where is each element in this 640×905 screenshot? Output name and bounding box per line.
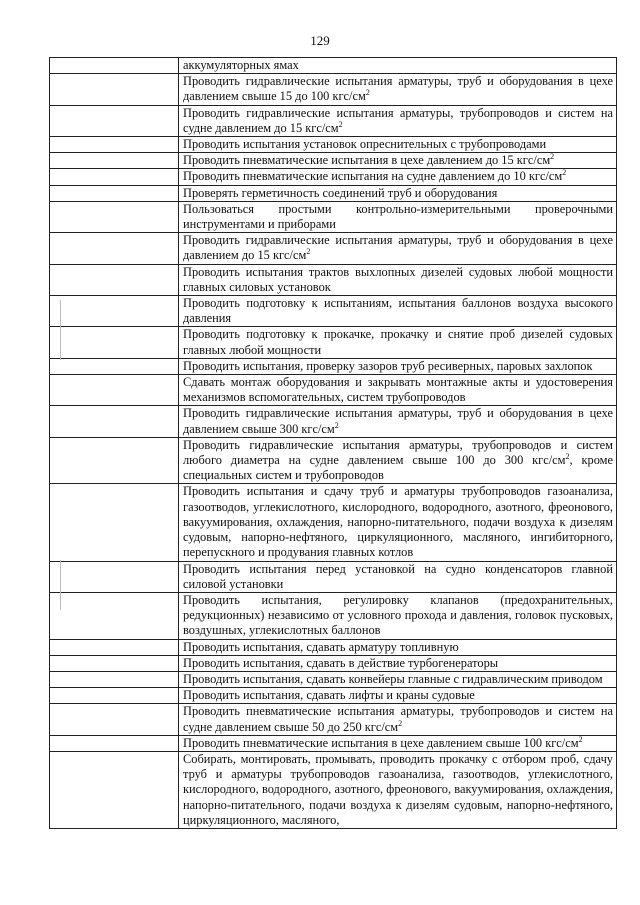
table-row [50,264,617,295]
skill-cell [179,358,617,374]
skill-text: Проводить испытания трактов выхлопных дизелей судовых любой мощности главных силовых установок [183,264,613,294]
empty-left-cell [50,153,179,169]
unit-superscript: 2 [565,451,570,461]
table-row [50,137,617,153]
empty-left-cell [50,58,179,74]
skill-cell [179,74,617,105]
skill-text-block [183,106,613,136]
skill-cell [179,655,617,671]
skill-cell [179,484,617,561]
skill-text: Проводить испытания, сдавать лифты и краны судовые [183,688,475,703]
table-row [50,153,617,169]
skill-text-block [183,438,613,484]
skills-table-body [50,58,617,829]
skill-cell [179,201,617,232]
skill-cell [179,296,617,327]
skill-text: Проводить гидравлические испытания арматуры, труб и оборудования в цехе давлением свыше 15 до 100 кгс/см [183,74,613,104]
skill-text: Проводить испытания установок опреснительных с трубопроводами [183,137,547,152]
skill-text-block [183,265,613,295]
empty-left-cell [50,358,179,374]
table-row [50,233,617,264]
table-row [50,296,617,327]
skill-text: Проводить гидравлические испытания арматуры, трубопроводов и систем любого диаметра на судне давлением свыше 100 до 300 кгс/см [183,437,613,468]
skill-cell [179,137,617,153]
skill-text-block [183,359,613,374]
skill-cell [179,169,617,185]
skill-cell [179,105,617,136]
skill-cell [179,592,617,639]
empty-left-cell [50,704,179,735]
empty-left-cell [50,264,179,295]
unit-superscript: 2 [334,420,339,430]
table-row [50,561,617,592]
skill-text: Проводить испытания и сдачу труб и арматуры трубопроводов газоанализа, газоотводов, углекислотного, кислородного, водородного, азотного, фреонового, вакуумирования, охлаждения, напорно-питательного, подачи воздуха к дизелям судовым, напорно-нефтяного, циркуляционного, масляного, ингибиторного, перепускного и продувания главных котлов [183,484,613,560]
skill-text: Проверять герметичность соединений труб и оборудования [183,185,498,200]
skill-cell [179,153,617,169]
skill-text-block [183,672,613,687]
skill-cell [179,704,617,735]
empty-left-cell [50,296,179,327]
table-row [50,406,617,437]
skill-text: Проводить испытания, сдавать арматуру топливную [183,639,459,654]
skill-cell [179,437,617,484]
skill-text: Проводить гидравлические испытания арматуры, трубопроводов и систем на судне давлением до 15 кгс/см [183,105,613,135]
table-row [50,688,617,704]
skill-cell [179,735,617,751]
empty-left-cell [50,105,179,136]
skill-text: Проводить подготовку к прокачке, прокачку и снятие проб дизелей судовых главных любой мощности [183,327,613,357]
skill-text-block [183,593,613,639]
skill-cell [179,233,617,264]
unit-superscript: 2 [562,168,567,178]
empty-left-cell [50,592,179,639]
skill-text: Проводить пневматические испытания в цехе давлением до 15 кгс/см [183,153,551,168]
skill-text-block [183,186,613,201]
skill-cell [179,185,617,201]
table-row [50,751,617,828]
empty-left-cell [50,437,179,484]
skill-text-block [183,375,613,405]
skill-cell [179,639,617,655]
table-row [50,327,617,358]
table-row [50,375,617,406]
empty-left-cell [50,74,179,105]
skill-text-block [183,704,613,734]
skill-text: Проводить испытания, сдавать в действие турбогенераторы [183,655,499,670]
empty-left-cell [50,671,179,687]
skill-cell [179,375,617,406]
empty-left-cell [50,735,179,751]
scan-fold-mark [60,300,61,360]
skill-text-block [183,137,613,152]
table-row [50,201,617,232]
skill-text: Проводить испытания, сдавать конвейеры главные с гидравлическим приводом [183,671,603,686]
skill-text: Проводить испытания, проверку зазоров труб ресиверных, паровых захлопок [183,358,593,373]
empty-left-cell [50,484,179,561]
skill-cell [179,751,617,828]
skill-cell [179,406,617,437]
table-row [50,437,617,484]
empty-left-cell [50,375,179,406]
empty-left-cell [50,233,179,264]
skill-text-block [183,233,613,263]
empty-left-cell [50,561,179,592]
empty-left-cell [50,327,179,358]
unit-superscript: 2 [365,88,370,98]
skill-text: Проводить пневматические испытания в цехе давлением свыше 100 кгс/см [183,735,579,750]
skill-text-block [183,169,613,184]
scan-fold-mark [60,560,61,610]
empty-left-cell [50,406,179,437]
skill-text-block [183,202,613,232]
skill-text: Проводить испытания, регулировку клапанов (предохранительных, редукционных) независимо от условного прохода и давления, головок пусковых, воздушных, углекислотных баллонов [183,592,613,638]
unit-superscript: 2 [550,152,555,162]
empty-left-cell [50,201,179,232]
skill-text-block [183,327,613,357]
table-row [50,592,617,639]
skill-text-block [183,406,613,436]
skill-text: аккумуляторных ямах [183,58,299,72]
skill-text-block [183,752,613,828]
empty-left-cell [50,169,179,185]
empty-left-cell [50,185,179,201]
page-number: 129 [310,33,330,48]
skill-cell [179,688,617,704]
table-row [50,484,617,561]
empty-left-cell [50,639,179,655]
empty-left-cell [50,655,179,671]
unit-superscript: 2 [306,247,311,257]
table-row [50,639,617,655]
skill-text-block [183,656,613,671]
skill-text: Пользоваться простыми контрольно-измерительными проверочными инструментами и приборами [183,201,613,232]
skill-text-block [183,296,613,326]
unit-superscript: 2 [338,119,343,129]
skills-table [49,57,617,829]
table-row [50,74,617,105]
skill-cell [179,561,617,592]
skill-text-tail: , кроме специальных систем и трубопроводов [183,453,614,483]
skill-cell [179,327,617,358]
empty-left-cell [50,137,179,153]
unit-superscript: 2 [578,734,583,744]
skill-text: Проводить испытания перед установкой на судно конденсаторов главной силовой установки [183,561,613,591]
table-row [50,185,617,201]
skill-text-block [183,484,613,560]
table-row [50,58,617,74]
skill-cell [179,264,617,295]
skill-text: Проводить гидравлические испытания арматуры, труб и оборудования в цехе давлением свыше 300 кгс/см [183,406,613,436]
table-row [50,105,617,136]
unit-superscript: 2 [398,718,403,728]
skill-cell [179,671,617,687]
table-row [50,169,617,185]
skill-text: Проводить подготовку к испытаниям, испытания баллонов воздуха высокого давления [183,296,613,326]
skill-text: Проводить пневматические испытания арматуры, трубопроводов и систем на судне давлением свыше 50 до 250 кгс/см [183,704,613,734]
skill-text-block [183,640,613,655]
skill-text-block [183,58,613,73]
skill-text-block [183,688,613,703]
table-row [50,358,617,374]
table-row [50,671,617,687]
empty-left-cell [50,751,179,828]
skill-text: Проводить пневматические испытания на судне давлением до 10 кгс/см [183,169,563,184]
table-row [50,704,617,735]
skill-cell [179,58,617,74]
skill-text: Сдавать монтаж оборудования и закрывать монтажные акты и удостоверения механизмов вспомогательных, систем трубопроводов [183,375,613,405]
empty-left-cell [50,688,179,704]
skill-text-block [183,74,613,104]
skill-text-block [183,736,613,751]
skill-text: Проводить гидравлические испытания арматуры, труб и оборудования в цехе давлением до 15 кгс/см [183,233,613,263]
skill-text-block [183,153,613,168]
skill-text-block [183,562,613,592]
table-row [50,655,617,671]
skill-text: Собирать, монтировать, промывать, проводить прокачку с отбором проб, сдачу труб и арматуры трубопроводов газоанализа, газоотводов, углекислотного, кислородного, водородного, азотного, фреонового, вакуумирования, охлаждения, напорно-питательного, подачи воздуха к дизелям судовым, напорно-нефтяного, циркуляционного, масляного, [183,751,613,827]
table-row [50,735,617,751]
